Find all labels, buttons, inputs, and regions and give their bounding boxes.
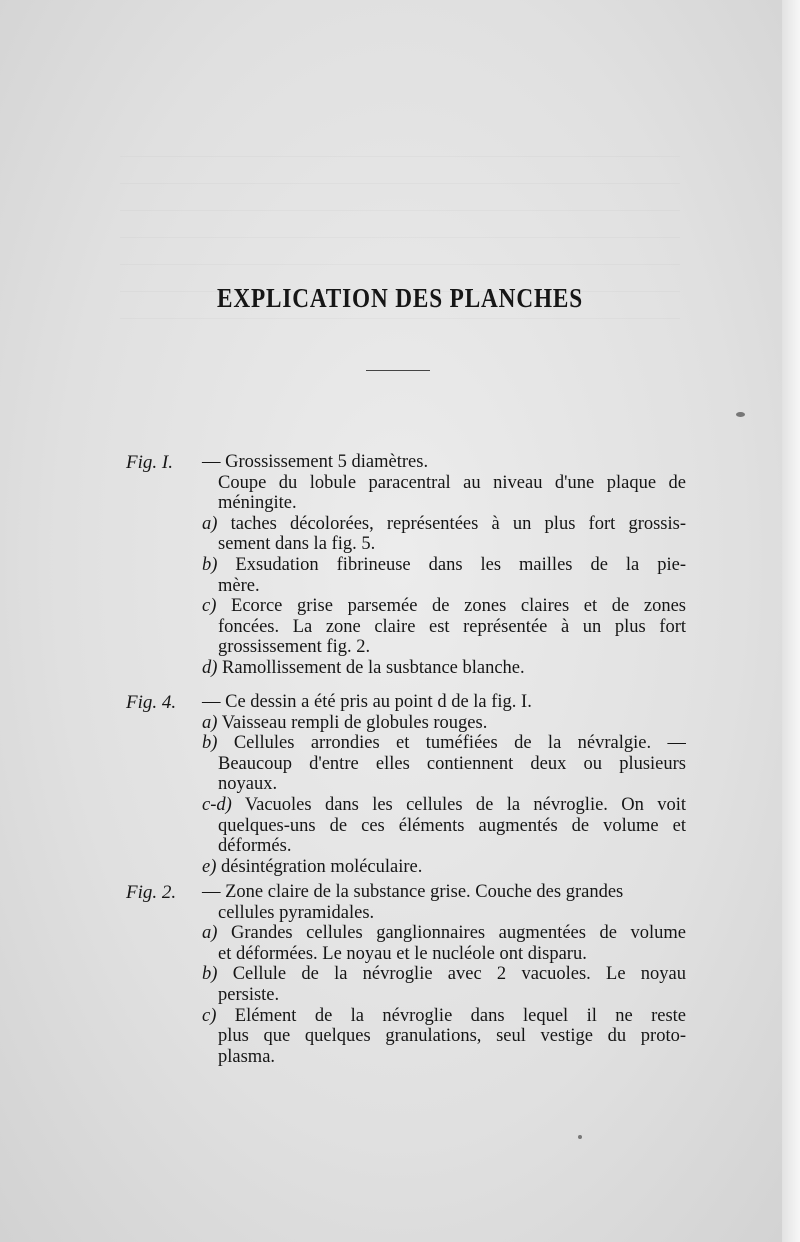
- item-text: noyaux.: [218, 774, 278, 795]
- item-text: Ramollissement de la susbtance blanche.: [222, 658, 525, 678]
- figure-label: Fig. 2.: [126, 882, 177, 903]
- item-text: Ecorce grise parsemée de zones claires et de zones: [231, 596, 686, 617]
- item-text: Cellule de la névroglie avec 2 vacuoles. Le noyau: [232, 964, 686, 985]
- legend-line: [218, 637, 686, 658]
- legend-line: [202, 692, 686, 713]
- speck-mark: [736, 412, 745, 417]
- legend-line: [202, 555, 686, 577]
- item-key: d): [202, 658, 218, 678]
- item-text: foncées. La zone claire est représentée à un plus fort: [218, 616, 686, 637]
- page-edge: [782, 0, 800, 1242]
- item-text: persiste.: [218, 985, 280, 1005]
- item-text: plus que quelques granulations, seul vestige du proto-: [218, 1026, 686, 1047]
- item-text: déformés.: [218, 836, 292, 857]
- item-text: — Ce dessin a été pris au point d de la fig. I.: [202, 692, 532, 712]
- legend-line: [218, 836, 686, 857]
- item-key: c-d): [202, 795, 232, 815]
- title-divider: [366, 370, 430, 371]
- item-text: sement dans la fig. 5.: [218, 534, 376, 555]
- legend-line: [218, 493, 686, 514]
- page-title: EXPLICATION DES PLANCHES: [216, 283, 583, 313]
- legend-line: [202, 452, 686, 473]
- legend-line: [218, 1026, 686, 1048]
- speck-mark: [578, 1135, 582, 1139]
- item-text: quelques-uns de ces éléments augmentés de volume et: [218, 815, 686, 836]
- legend-line: [202, 795, 686, 817]
- item-key: c): [202, 596, 217, 617]
- item-text: plasma.: [218, 1046, 276, 1067]
- legend-line: [202, 514, 686, 536]
- item-key: a): [202, 513, 218, 534]
- bleed-through-text: [120, 130, 680, 390]
- item-text: Exsudation fibrineuse dans les mailles de la pie-: [235, 555, 686, 575]
- item-key: b): [202, 964, 218, 985]
- item-text: — Zone claire de la substance grise. Couche des grandes: [202, 882, 624, 902]
- legend-line: [218, 473, 686, 495]
- figure-legend: [126, 452, 686, 683]
- item-key: e): [202, 856, 217, 877]
- figure-label: Fig. I.: [126, 452, 173, 473]
- legend-line: [218, 816, 686, 838]
- item-text: méningite.: [218, 493, 297, 514]
- legend-line: [202, 923, 686, 945]
- legend-line: [202, 713, 686, 734]
- item-text: grossissement fig. 2.: [218, 637, 371, 658]
- legend-line: [202, 964, 686, 986]
- item-key: c): [202, 1005, 217, 1026]
- item-text: Cellules arrondies et tuméfiées de la névralgie. —: [233, 733, 686, 754]
- item-text: désintégration moléculaire.: [221, 856, 423, 877]
- legend-line: [218, 944, 686, 965]
- legend-line: [218, 774, 686, 795]
- item-text: — Grossissement 5 diamètres.: [202, 452, 429, 472]
- item-text: taches décolorées, représentées à un plus fort grossis-: [230, 513, 686, 534]
- legend-line: [218, 754, 686, 776]
- legend-line: [218, 576, 686, 597]
- item-text: Beaucoup d'entre elles contiennent deux ou plusieurs: [218, 753, 686, 774]
- legend-line: [202, 882, 686, 903]
- item-key: b): [202, 555, 218, 575]
- legend-line: [202, 733, 686, 755]
- figure-legend: [126, 882, 686, 1071]
- item-text: mère.: [218, 575, 260, 596]
- figure-legend: [126, 692, 686, 881]
- figure-label: Fig. 4.: [126, 692, 177, 713]
- item-key: a): [202, 923, 218, 944]
- item-text: Grandes cellules ganglionnaires augmentées de volume: [230, 923, 686, 944]
- item-text: et déformées. Le noyau et le nucléole ont disparu.: [218, 943, 587, 964]
- legend-line: [218, 1047, 686, 1068]
- legend-line: [202, 658, 686, 679]
- legend-line: [218, 617, 686, 639]
- item-text: Vaisseau rempli de globules rouges.: [221, 712, 488, 733]
- item-text: Vacuoles dans les cellules de la névroglie. On voit: [244, 795, 686, 815]
- item-text: Coupe du lobule paracentral au niveau d'une plaque de: [218, 472, 686, 493]
- legend-line: [202, 596, 686, 618]
- item-key: b): [202, 733, 218, 754]
- item-key: a): [202, 712, 218, 733]
- legend-line: [202, 1006, 686, 1028]
- item-text: Elément de la névroglie dans lequel il ne reste: [234, 1005, 686, 1026]
- item-text: cellules pyramidales.: [218, 902, 375, 923]
- legend-line: [218, 534, 686, 555]
- legend-line: [202, 857, 686, 878]
- legend-line: [218, 985, 686, 1006]
- legend-line: [218, 903, 686, 924]
